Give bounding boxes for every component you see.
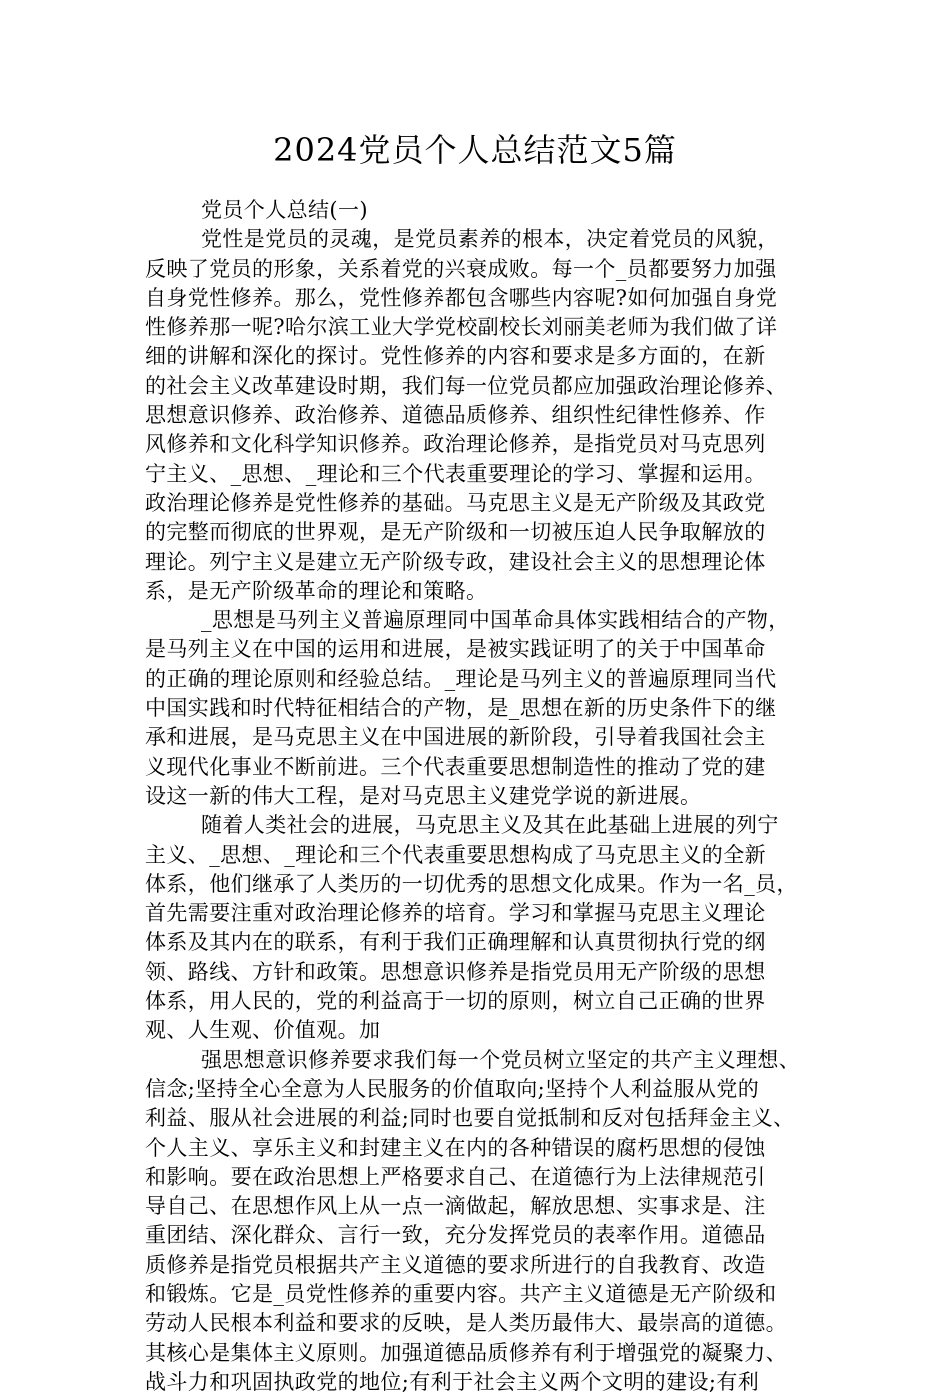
text-line: 设这一新的伟大工程，是对马克思主义建党学说的新进展。 — [145, 783, 702, 808]
page-title: 2024党员个人总结范文5篇 — [273, 131, 677, 169]
text-line: 领、路线、方针和政策。思想意识修养是指党员用无产阶级的思想 — [145, 959, 766, 984]
text-line: 其核心是集体主义原则。加强道德品质修养有利于增强党的凝聚力、 — [145, 1340, 787, 1365]
text-line: 和锻炼。它是_员党性修养的重要内容。共产主义道德是无产阶级和 — [145, 1281, 777, 1306]
text-line: 利益、服从社会进展的利益;同时也要自觉抵制和反对包括拜金主义、 — [145, 1106, 795, 1131]
text-line: 的完整而彻底的世界观，是无产阶级和一切被压迫人民争取解放的 — [145, 520, 766, 545]
text-line: 细的讲解和深化的探讨。党性修养的内容和要求是多方面的，在新 — [145, 344, 766, 369]
text-line: 的社会主义改革建设时期，我们每一位党员都应加强政治理论修养、 — [145, 373, 787, 398]
text-line: 反映了党员的形象，关系着党的兴衰成败。每一个_员都要努力加强 — [145, 256, 777, 281]
text-line: 强思想意识修养要求我们每一个党员树立坚定的共产主义理想、 — [201, 1047, 801, 1072]
text-line: _思想是马列主义普遍原理同中国革命具体实践相结合的产物， — [201, 608, 790, 633]
text-line: 风修养和文化科学知识修养。政治理论修养，是指党员对马克思列 — [145, 432, 766, 457]
document-body — [145, 196, 835, 1397]
text-line: 体系及其内在的联系，有利于我们正确理解和认真贯彻执行党的纲 — [145, 930, 766, 955]
text-line: 党员个人总结(一) — [201, 198, 368, 222]
text-line: 性修养那一呢?哈尔滨工业大学党校副校长刘丽美老师为我们做了详 — [145, 315, 778, 340]
text-line: 随着人类社会的进展，马克思主义及其在此基础上进展的列宁 — [201, 813, 779, 838]
text-line: 和影响。要在政治思想上严格要求自己、在道德行为上法律规范引 — [145, 1164, 766, 1189]
text-line: 宁主义、_思想、_理论和三个代表重要理论的学习、掌握和运用。 — [145, 461, 766, 486]
text-line: 中国实践和时代特征相结合的产物，是_思想在新的历史条件下的继 — [145, 696, 777, 721]
text-line: 政治理论修养是党性修养的基础。马克思主义是无产阶级及其政党 — [145, 490, 766, 515]
text-line: 体系，他们继承了人类历的一切优秀的思想文化成果。作为一名_员， — [145, 871, 798, 896]
text-line: 体系，用人民的，党的利益高于一切的原则，树立自己正确的世界 — [145, 989, 766, 1014]
text-line: 战斗力和巩固执政党的地位;有利于社会主义两个文明的建设;有利 — [145, 1369, 760, 1394]
text-line: 理论。列宁主义是建立无产阶级专政，建设社会主义的思想理论体 — [145, 549, 766, 574]
text-line: 主义、_思想、_理论和三个代表重要思想构成了马克思主义的全新 — [145, 842, 766, 867]
text-line: 信念;坚持全心全意为人民服务的价值取向;坚持个人利益服从党的 — [145, 1076, 760, 1101]
text-line: 观、人生观、价值观。加 — [145, 1018, 381, 1043]
text-line: 导自己、在思想作风上从一点一滴做起，解放思想、实事求是、注 — [145, 1194, 766, 1219]
text-line: 思想意识修养、政治修养、道德品质修养、组织性纪律性修养、作 — [145, 403, 766, 428]
text-line: 承和进展，是马克思主义在中国进展的新阶段，引导着我国社会主 — [145, 725, 766, 750]
text-line: 义现代化事业不断前进。三个代表重要思想制造性的推动了党的建 — [145, 754, 766, 779]
text-line: 首先需要注重对政治理论修养的培育。学习和掌握马克思主义理论 — [145, 901, 766, 926]
text-line: 党性是党员的灵魂，是党员素养的根本，决定着党员的风貌， — [201, 227, 779, 252]
text-line: 是马列主义在中国的运用和进展，是被实践证明了的关于中国革命 — [145, 637, 766, 662]
text-line: 自身党性修养。那么，党性修养都包含哪些内容呢?如何加强自身党 — [145, 285, 778, 310]
text-line: 系，是无产阶级革命的理论和策略。 — [145, 578, 488, 603]
text-line: 劳动人民根本利益和要求的反映，是人类历最伟大、最崇高的道德。 — [145, 1311, 787, 1336]
text-line: 重团结、深化群众、言行一致，充分发挥党员的表率作用。道德品 — [145, 1223, 766, 1248]
text-line: 的正确的理论原则和经验总结。_理论是马列主义的普遍原理同当代 — [145, 666, 777, 691]
text-line: 质修养是指党员根据共产主义道德的要求所进行的自我教育、改造 — [145, 1252, 766, 1277]
text-line: 个人主义、享乐主义和封建主义在内的各种错误的腐朽思想的侵蚀 — [145, 1135, 766, 1160]
